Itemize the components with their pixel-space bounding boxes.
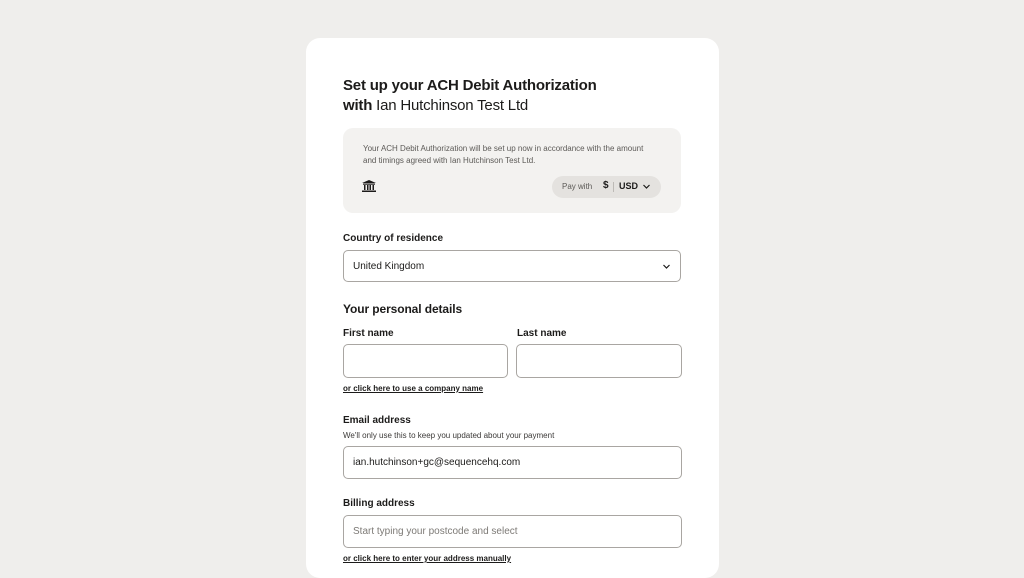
first-name-input[interactable]: [343, 344, 508, 378]
authorization-card: [306, 38, 719, 578]
last-name-label: Last name: [517, 328, 567, 339]
email-hint: We'll only use this to keep you updated about your payment: [343, 431, 555, 440]
billing-address-label: Billing address: [343, 498, 415, 509]
country-label: Country of residence: [343, 233, 444, 244]
pay-with-currency-selector[interactable]: [552, 176, 661, 198]
currency-symbol: $: [603, 180, 609, 191]
merchant-name: Ian Hutchinson Test Ltd: [376, 97, 529, 114]
currency-divider: [613, 182, 614, 192]
chevron-down-icon: [642, 182, 651, 191]
pay-with-label: Pay with: [562, 182, 593, 191]
currency-code: USD: [619, 181, 639, 191]
country-value: United Kingdom: [353, 261, 425, 272]
title-line-1: Set up your ACH Debit Authorization: [343, 77, 597, 94]
first-name-label: First name: [343, 328, 394, 339]
email-label: Email address: [343, 415, 411, 426]
billing-address-input[interactable]: [343, 515, 682, 548]
email-input[interactable]: [343, 446, 682, 479]
manual-address-link[interactable]: or click here to enter your address manually: [343, 554, 512, 563]
chevron-down-icon: [662, 262, 671, 271]
company-name-link[interactable]: or click here to use a company name: [343, 384, 484, 393]
bank-icon: [362, 180, 376, 193]
personal-details-title: Your personal details: [343, 302, 463, 316]
page-title: [343, 76, 682, 116]
title-with: with: [343, 97, 373, 114]
last-name-input[interactable]: [516, 344, 682, 378]
info-text: Your ACH Debit Authorization will be set up now in accordance with the amount and timings agreed with Ian Hutchinson Test Ltd.: [363, 144, 644, 165]
country-select[interactable]: [343, 250, 681, 282]
info-box: [343, 128, 681, 213]
